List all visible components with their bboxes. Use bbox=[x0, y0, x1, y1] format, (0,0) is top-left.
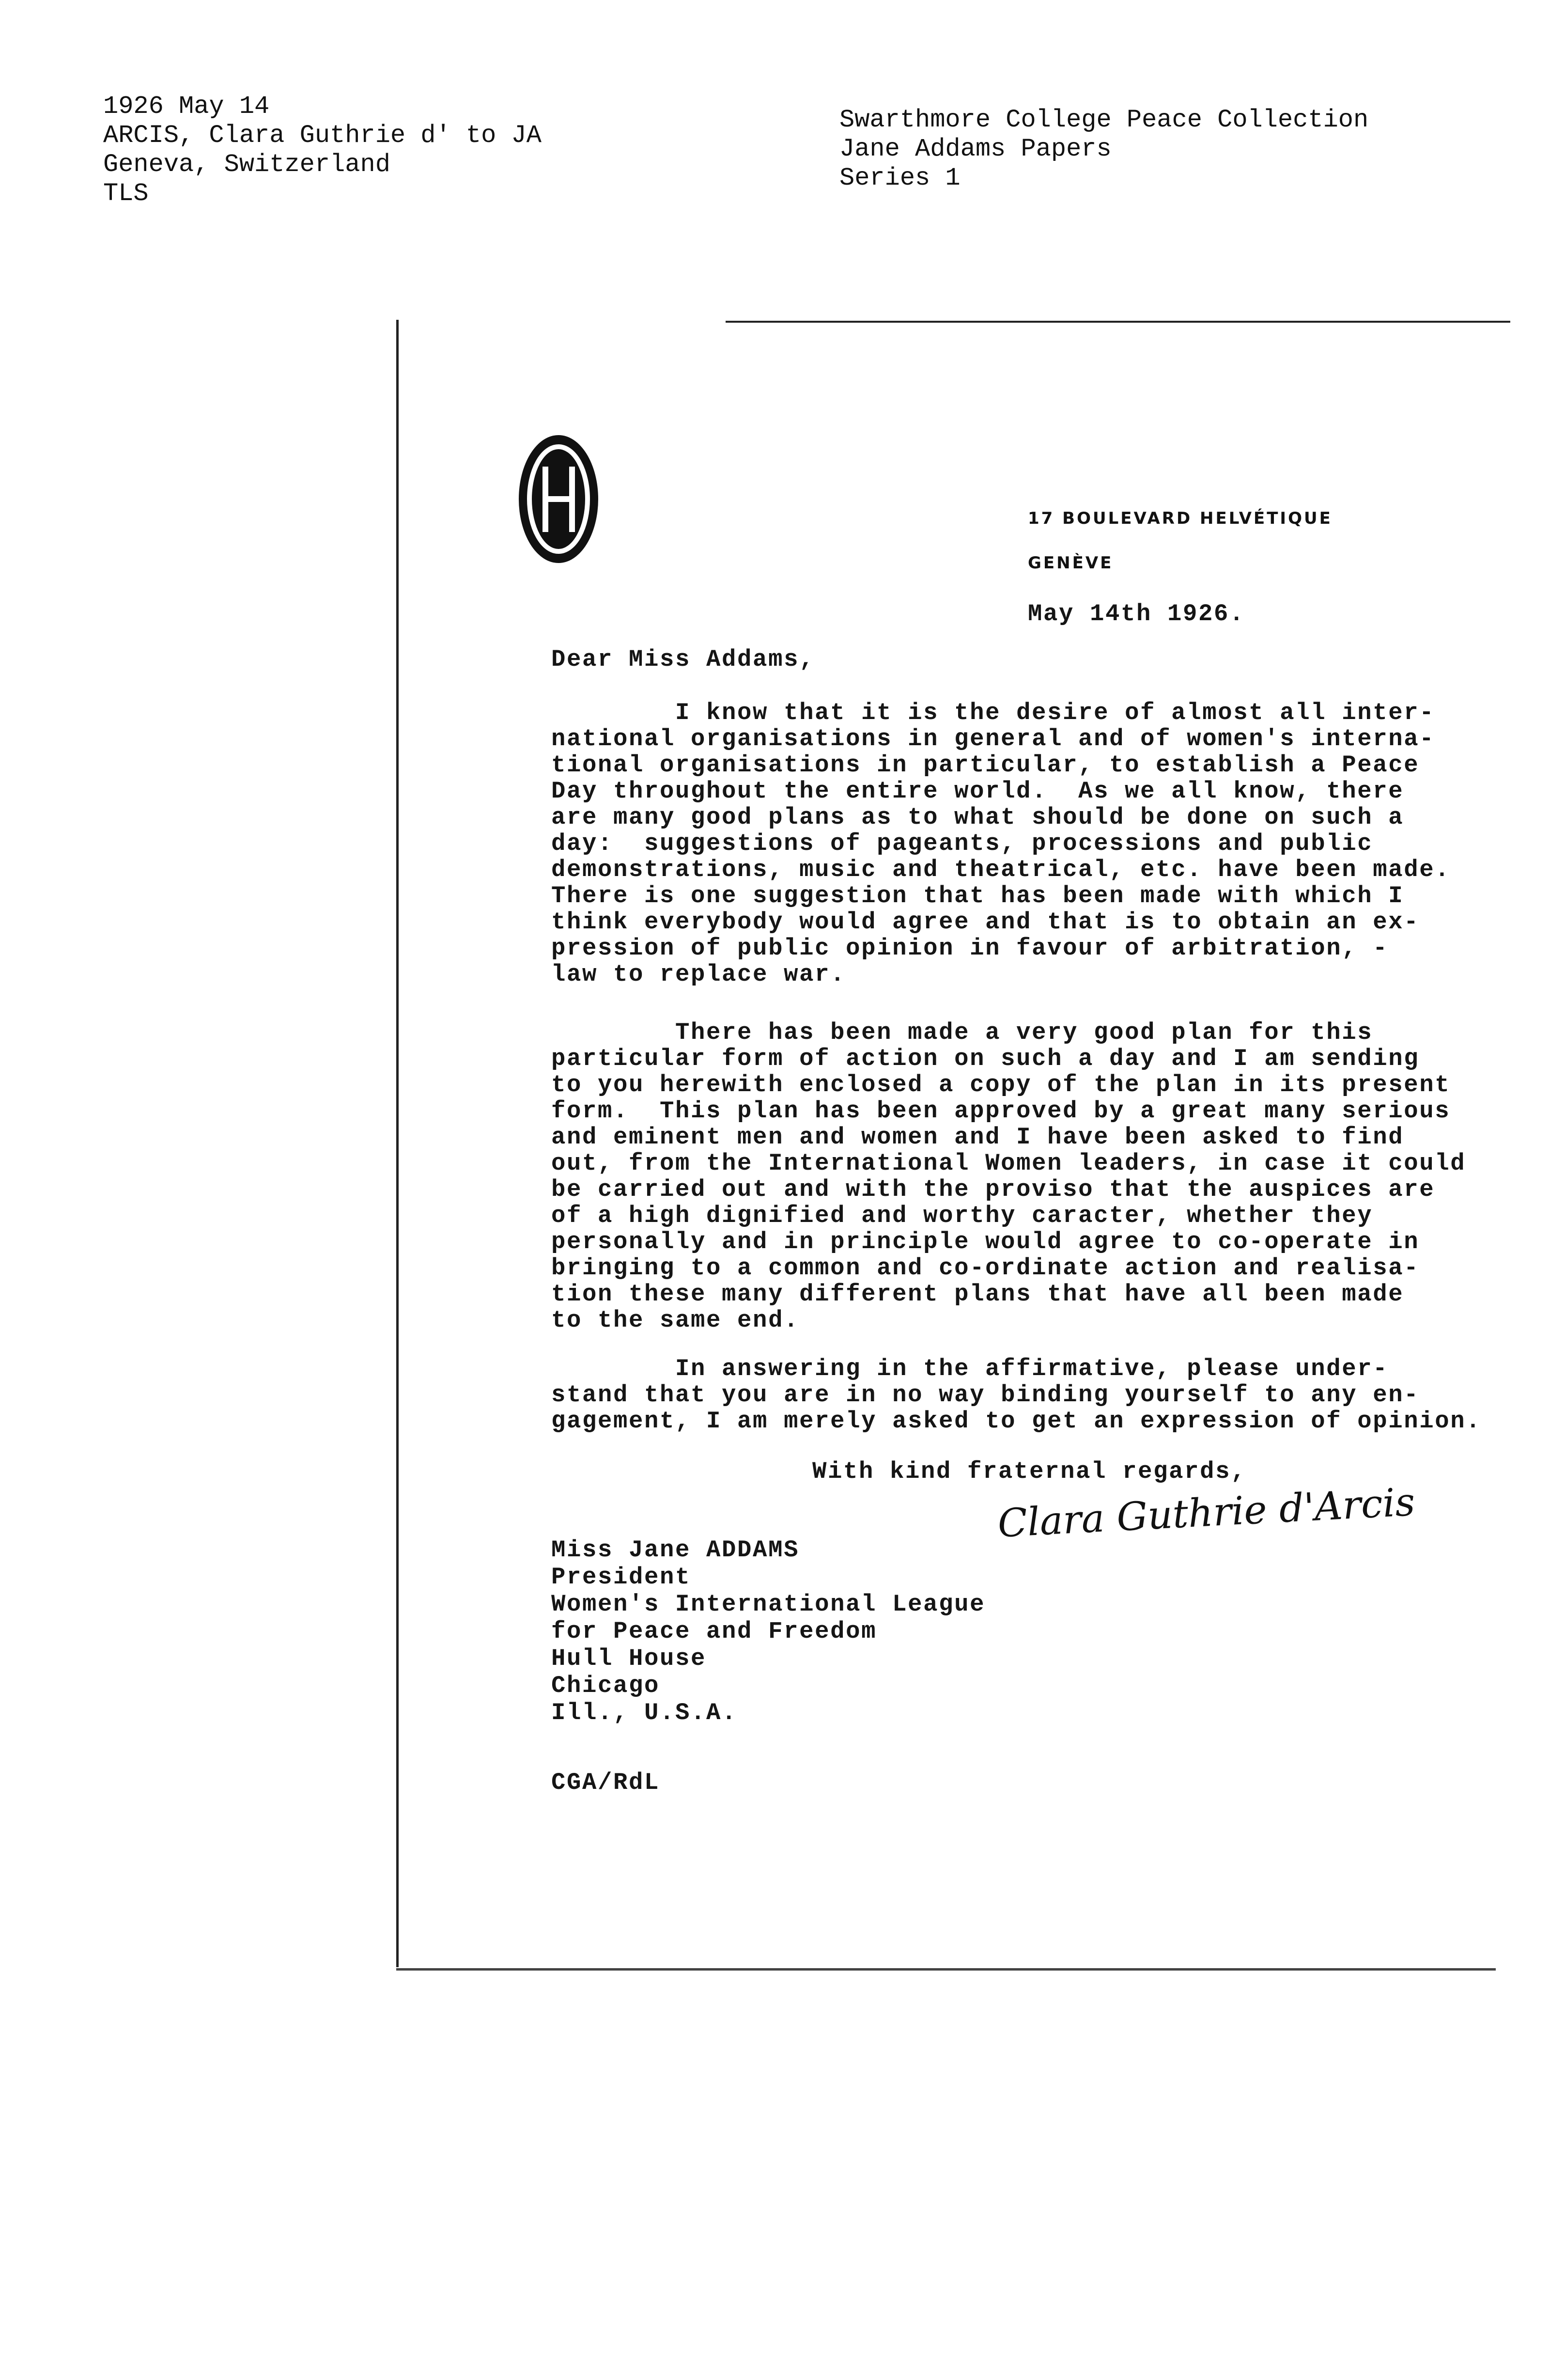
salutation: Dear Miss Addams, bbox=[551, 646, 815, 673]
text-line: day: suggestions of pageants, processions and public bbox=[551, 830, 1373, 857]
letterhead-address-city: GENÈVE bbox=[1028, 553, 1114, 573]
closing: With kind fraternal regards, bbox=[812, 1458, 1247, 1485]
archive-place: Geneva, Switzerland bbox=[103, 150, 390, 179]
archive-metadata-right bbox=[839, 106, 1368, 193]
text-line: There has been made a very good plan for this bbox=[551, 1019, 1373, 1046]
archive-date: 1926 May 14 bbox=[103, 92, 270, 121]
text-line: of a high dignified and worthy caracter, whether they bbox=[551, 1202, 1373, 1229]
text-line: gagement, I am merely asked to get an expression of opinion. bbox=[551, 1408, 1482, 1435]
letterhead-address-street: 17 BOULEVARD HELVÉTIQUE bbox=[1028, 509, 1333, 528]
text-line: national organisations in general and of women's interna- bbox=[551, 725, 1435, 752]
archive-metadata-left bbox=[103, 92, 542, 208]
text-line: to the same end. bbox=[551, 1307, 800, 1334]
page-edge-top bbox=[726, 321, 1510, 323]
letter-date: May 14th 1926. bbox=[1028, 600, 1245, 627]
archive-correspondents: ARCIS, Clara Guthrie d' to JA bbox=[103, 121, 542, 150]
text-line: law to replace war. bbox=[551, 961, 846, 988]
text-line: There is one suggestion that has been made with which I bbox=[551, 882, 1404, 909]
series-name: Series 1 bbox=[839, 164, 961, 192]
recipient-title: President bbox=[551, 1564, 691, 1591]
recipient-address bbox=[551, 1537, 985, 1727]
text-line: tion these many different plans that have all been made bbox=[551, 1281, 1404, 1308]
page-edge-left bbox=[396, 320, 399, 1967]
text-line: demonstrations, music and theatrical, etc. have been made. bbox=[551, 856, 1451, 883]
recipient-city: Chicago bbox=[551, 1672, 660, 1699]
recipient-org-2: for Peace and Freedom bbox=[551, 1618, 877, 1645]
text-line: out, from the International Women leaders, in case it could bbox=[551, 1150, 1466, 1177]
text-line: and eminent men and women and I have been asked to find bbox=[551, 1124, 1404, 1151]
text-line: stand that you are in no way binding yourself to any en- bbox=[551, 1381, 1420, 1409]
recipient-org-1: Women's International League bbox=[551, 1591, 986, 1618]
page-edge-bottom bbox=[396, 1968, 1496, 1971]
text-line: I know that it is the desire of almost all inter- bbox=[551, 699, 1435, 726]
recipient-name: Miss Jane ADDAMS bbox=[551, 1536, 800, 1564]
text-line: form. This plan has been approved by a great many serious bbox=[551, 1097, 1451, 1125]
archive-doc-type: TLS bbox=[103, 179, 149, 208]
text-line: In answering in the affirmative, please under- bbox=[551, 1355, 1389, 1382]
recipient-street: Hull House bbox=[551, 1645, 707, 1672]
text-line: bringing to a common and co-ordinate action and realisa- bbox=[551, 1254, 1420, 1282]
paragraph-3 bbox=[551, 1356, 1481, 1434]
paragraph-1 bbox=[551, 700, 1450, 987]
collection-name: Swarthmore College Peace Collection bbox=[839, 106, 1369, 134]
monogram-logo bbox=[516, 433, 601, 566]
text-line: personally and in principle would agree to co-operate in bbox=[551, 1228, 1420, 1255]
papers-name: Jane Addams Papers bbox=[839, 135, 1112, 163]
paragraph-2 bbox=[551, 1019, 1466, 1333]
text-line: particular form of action on such a day and I am sending bbox=[551, 1045, 1420, 1072]
text-line: Day throughout the entire world. As we all know, there bbox=[551, 778, 1404, 805]
reference-initials: CGA/RdL bbox=[551, 1769, 660, 1796]
recipient-country: Ill., U.S.A. bbox=[551, 1699, 738, 1726]
text-line: to you herewith enclosed a copy of the plan in its present bbox=[551, 1071, 1451, 1098]
signature: Clara Guthrie d'Arcis bbox=[996, 1479, 1416, 1546]
text-line: pression of public opinion in favour of arbitration, - bbox=[551, 935, 1389, 962]
text-line: be carried out and with the proviso that the auspices are bbox=[551, 1176, 1435, 1203]
text-line: think everybody would agree and that is to obtain an ex- bbox=[551, 908, 1420, 936]
text-line: are many good plans as to what should be done on such a bbox=[551, 804, 1404, 831]
text-line: tional organisations in particular, to establish a Peace bbox=[551, 752, 1420, 779]
